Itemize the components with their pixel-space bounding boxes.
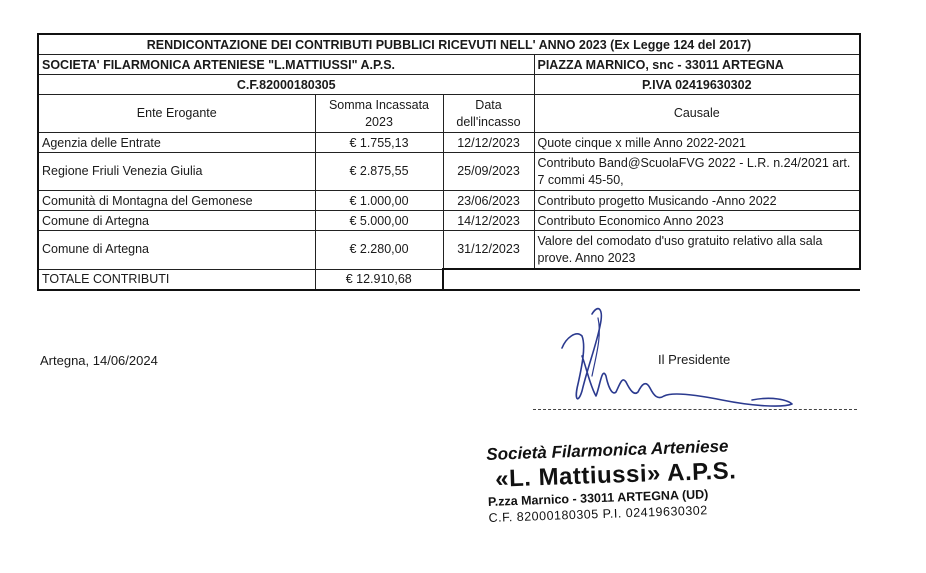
row-somma: € 2.280,00 [315,231,443,270]
row-somma: € 5.000,00 [315,211,443,231]
row-data: 25/09/2023 [443,153,534,191]
header-ente: Ente Erogante [38,95,315,133]
signature-line [533,409,857,410]
table-row [38,231,860,270]
table-row [38,153,860,191]
total-label: TOTALE CONTRIBUTI [38,269,315,290]
row-somma: € 2.875,55 [315,153,443,191]
org-address: PIAZZA MARNICO, snc - 33011 ARTEGNA [534,55,860,75]
stamp-line-2: «L. Mattiussi» A.P.S. [494,457,737,493]
row-somma: € 1.000,00 [315,191,443,211]
row-ente: Agenzia delle Entrate [38,133,315,153]
row-data: 31/12/2023 [443,231,534,270]
contributions-table [37,33,861,291]
row-ente: Comunità di Montagna del Gemonese [38,191,315,211]
row-ente: Comune di Artegna [38,211,315,231]
stamp-line-4: C.F. 82000180305 P.I. 02419630302 [488,503,708,525]
row-ente: Comune di Artegna [38,231,315,270]
row-data: 12/12/2023 [443,133,534,153]
header-causale: Causale [534,95,860,133]
row-ente: Regione Friuli Venezia Giulia [38,153,315,191]
row-causale: Contributo Band@ScuolaFVG 2022 - L.R. n.24/2021 art. 7 commi 45-50, [534,153,860,191]
place-date: Artegna, 14/06/2024 [40,353,158,368]
stamp-line-1: Società Filarmonica Arteniese [486,436,729,464]
total-row [38,269,860,290]
table-row [38,211,860,231]
signer-role: Il Presidente [658,352,731,367]
stamp-line-3: P.zza Marnico - 33011 ARTEGNA (UD) [487,487,709,509]
report-title: RENDICONTAZIONE DEI CONTRIBUTI PUBBLICI RICEVUTI NELL' ANNO 2023 (Ex Legge 124 del 2017) [38,34,860,55]
total-spacer [443,269,860,290]
org-piva: P.IVA 02419630302 [534,75,860,95]
org-cf: C.F.82000180305 [38,75,534,95]
table-header-row [38,95,860,133]
row-causale: Contributo progetto Musicando -Anno 2022 [534,191,860,211]
row-somma: € 1.755,13 [315,133,443,153]
header-data: Data dell'incasso [443,95,534,133]
row-data: 23/06/2023 [443,191,534,211]
row-causale: Valore del comodato d'uso gratuito relativo alla sala prove. Anno 2023 [534,231,860,270]
row-causale: Quote cinque x mille Anno 2022-2021 [534,133,860,153]
org-name: SOCIETA' FILARMONICA ARTENIESE "L.MATTIUSSI" A.P.S. [38,55,534,75]
row-data: 14/12/2023 [443,211,534,231]
table-row [38,191,860,211]
table-row [38,133,860,153]
total-value: € 12.910,68 [315,269,443,290]
header-somma: Somma Incassata 2023 [315,95,443,133]
association-stamp [486,435,738,526]
row-causale: Contributo Economico Anno 2023 [534,211,860,231]
